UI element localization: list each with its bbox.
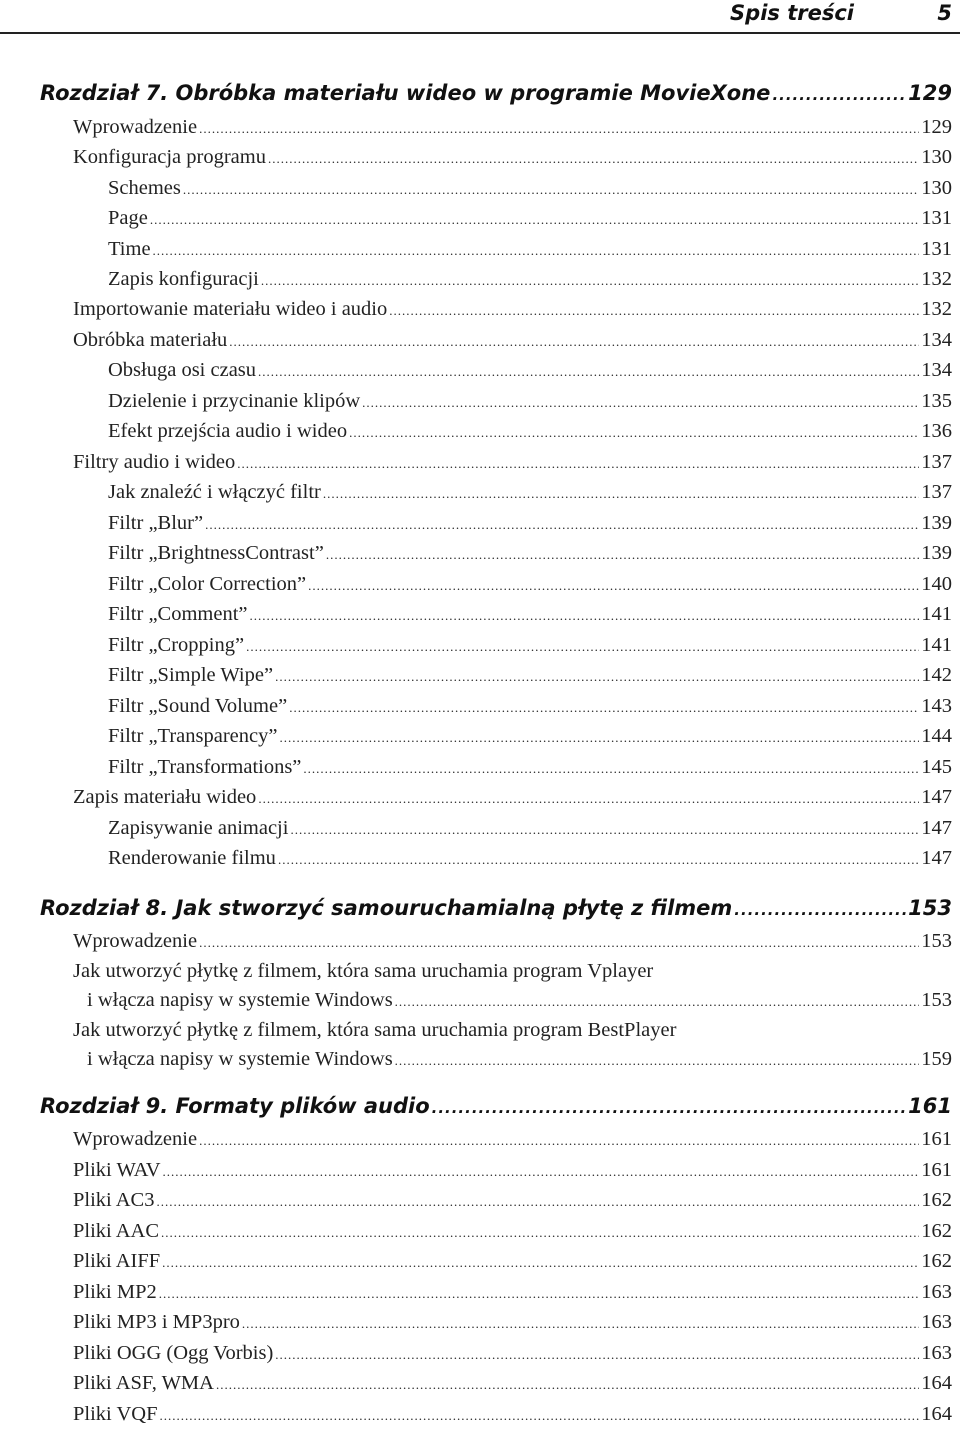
entry-page: 162	[921, 1220, 952, 1242]
entry-title: Zapisywanie animacji	[108, 817, 289, 839]
toc-entry[interactable]	[87, 1048, 952, 1071]
entry-page: 163	[921, 1281, 952, 1303]
toc-entry[interactable]	[108, 756, 952, 779]
entry-title: Filtry audio i wideo	[73, 451, 236, 473]
toc-entry[interactable]	[108, 268, 952, 291]
dot-leader	[216, 1377, 919, 1393]
entry-page: 130	[921, 146, 952, 168]
toc-entry[interactable]	[108, 847, 952, 870]
dot-leader	[268, 151, 919, 167]
running-header-title: Spis treści	[730, 1, 854, 25]
page-number: 5	[937, 1, 952, 25]
toc-chapter-8[interactable]	[40, 896, 952, 920]
toc-entry[interactable]	[73, 451, 952, 474]
entry-page: 147	[921, 817, 952, 839]
chapter-page: 153	[908, 896, 952, 920]
dot-leader	[308, 578, 919, 594]
entry-page: 137	[921, 481, 952, 503]
entry-page: 145	[921, 756, 952, 778]
entry-title: Pliki WAV	[73, 1159, 161, 1181]
entry-page: 162	[921, 1189, 952, 1211]
entry-title: Renderowanie filmu	[108, 847, 276, 869]
running-header	[0, 0, 960, 34]
entry-title: Filtr „Sound Volume”	[108, 695, 288, 717]
dot-leader	[395, 994, 920, 1010]
entry-title: Jak znaleźć i włączyć filtr	[108, 481, 321, 503]
dot-leader	[275, 669, 919, 685]
toc-entry[interactable]	[73, 1159, 952, 1182]
dot-leader	[237, 456, 919, 472]
entry-title: Obróbka materiału	[73, 329, 228, 351]
entry-page: 144	[921, 725, 952, 747]
chapter-title: Rozdział 9. Formaty plików audio	[40, 1094, 430, 1118]
dot-leader	[199, 1133, 919, 1149]
dot-leader	[275, 1347, 919, 1363]
entry-title: Filtr „Cropping”	[108, 634, 245, 656]
dot-leader	[279, 730, 919, 746]
entry-page: 147	[921, 847, 952, 869]
entry-title: Obsługa osi czasu	[108, 359, 257, 381]
toc-entry[interactable]	[108, 481, 952, 504]
toc-entry[interactable]	[108, 238, 952, 261]
entry-page: 141	[921, 603, 952, 625]
toc-entry[interactable]	[73, 1342, 952, 1365]
entry-page: 131	[921, 207, 952, 229]
dot-leader	[161, 1225, 919, 1241]
chapter-page: 161	[908, 1094, 952, 1118]
toc-entry[interactable]	[73, 786, 952, 809]
dot-leader	[323, 486, 919, 502]
dot-leader	[150, 212, 919, 228]
dot-leader	[199, 935, 919, 951]
entry-title: Wprowadzenie	[73, 930, 198, 952]
entry-title: i włącza napisy w systemie Windows	[87, 1048, 393, 1070]
entry-page: 139	[921, 542, 952, 564]
entry-title: Pliki AAC	[73, 1220, 160, 1242]
entry-page: 137	[921, 451, 952, 473]
entry-title: Wprowadzenie	[73, 1128, 198, 1150]
dot-leader	[389, 303, 919, 319]
entry-title: Schemes	[108, 177, 181, 199]
chapter-page: 129	[908, 81, 952, 105]
dot-leader	[162, 1255, 919, 1271]
toc-entry[interactable]	[73, 1128, 952, 1151]
toc-entry[interactable]	[108, 603, 952, 626]
dot-leader	[246, 639, 919, 655]
entry-page: 141	[921, 634, 952, 656]
dot-leader	[290, 822, 919, 838]
entry-page: 142	[921, 664, 952, 686]
chapter-title: Rozdział 8. Jak stworzyć samouruchamialną płytę z filmem	[40, 896, 733, 920]
entry-title: i włącza napisy w systemie Windows	[87, 989, 393, 1011]
toc-entry[interactable]	[108, 664, 952, 687]
header-rule	[0, 32, 960, 34]
toc-entry[interactable]	[73, 1281, 952, 1304]
toc-entry[interactable]	[108, 359, 952, 382]
entry-title: Dzielenie i przycinanie klipów	[108, 390, 361, 412]
toc-entry[interactable]	[73, 1403, 952, 1426]
dot-leader	[250, 608, 920, 624]
dot-leader	[432, 1099, 907, 1117]
dot-leader	[772, 86, 906, 104]
entry-title: Efekt przejścia audio i wideo	[108, 420, 348, 442]
entry-title: Filtr „Comment”	[108, 603, 248, 625]
toc-entry[interactable]	[108, 177, 952, 200]
toc-entry[interactable]	[73, 329, 952, 352]
entry-title: Zapis materiału wideo	[73, 786, 257, 808]
toc-entry[interactable]	[108, 390, 952, 413]
toc-entry[interactable]	[108, 695, 952, 718]
toc-entry[interactable]	[108, 817, 952, 840]
toc-entry-wrap-line[interactable]: Jak utworzyć płytkę z filmem, która sama uruchamia program Vplayer	[73, 960, 654, 982]
dot-leader	[326, 547, 919, 563]
dot-leader	[156, 1194, 919, 1210]
toc-entry[interactable]	[108, 207, 952, 230]
dot-leader	[159, 1286, 920, 1302]
entry-page: 153	[921, 989, 952, 1011]
entry-page: 132	[921, 268, 952, 290]
entry-page: 140	[921, 573, 952, 595]
dot-leader	[289, 700, 919, 716]
entry-page: 163	[921, 1342, 952, 1364]
dot-leader	[258, 791, 919, 807]
dot-leader	[258, 364, 919, 380]
entry-title: Filtr „Transformations”	[108, 756, 302, 778]
dot-leader	[278, 852, 919, 868]
entry-page: 161	[921, 1159, 952, 1181]
dot-leader	[242, 1316, 919, 1332]
dot-leader	[160, 1408, 920, 1424]
entry-title: Filtr „Blur”	[108, 512, 204, 534]
entry-page: 132	[921, 298, 952, 320]
entry-page: 164	[921, 1403, 952, 1425]
entry-title: Filtr „Transparency”	[108, 725, 278, 747]
toc-entry[interactable]	[73, 1372, 952, 1395]
toc-entry[interactable]	[73, 1189, 952, 1212]
toc-entry[interactable]	[108, 573, 952, 596]
dot-leader	[183, 182, 919, 198]
entry-page: 143	[921, 695, 952, 717]
toc-entry[interactable]	[73, 298, 952, 321]
entry-page: 164	[921, 1372, 952, 1394]
entry-title: Page	[108, 207, 148, 229]
toc-entry[interactable]	[73, 930, 952, 953]
toc-entry[interactable]	[73, 1311, 952, 1334]
toc-chapter-7[interactable]	[40, 81, 952, 105]
dot-leader	[199, 121, 919, 137]
toc-entry-wrap-line[interactable]: Jak utworzyć płytkę z filmem, która sama uruchamia program BestPlayer	[73, 1019, 677, 1041]
entry-title: Importowanie materiału wideo i audio	[73, 298, 388, 320]
entry-page: 134	[921, 359, 952, 381]
entry-title: Pliki AIFF	[73, 1250, 161, 1272]
entry-title: Filtr „Simple Wipe”	[108, 664, 274, 686]
entry-title: Filtr „Color Correction”	[108, 573, 307, 595]
toc-entry[interactable]	[108, 725, 952, 748]
entry-title: Pliki OGG (Ogg Vorbis)	[73, 1342, 274, 1364]
entry-title: Pliki AC3	[73, 1189, 155, 1211]
toc-entry[interactable]	[108, 634, 952, 657]
entry-page: 163	[921, 1311, 952, 1333]
toc-entry[interactable]	[108, 420, 952, 443]
dot-leader	[153, 243, 920, 259]
toc-chapter-9[interactable]	[40, 1094, 952, 1118]
entry-page: 135	[921, 390, 952, 412]
dot-leader	[261, 273, 919, 289]
entry-title: Time	[108, 238, 151, 260]
dot-leader	[205, 517, 919, 533]
entry-title: Zapis konfiguracji	[108, 268, 259, 290]
toc-entry[interactable]	[73, 1250, 952, 1273]
entry-page: 159	[921, 1048, 952, 1070]
entry-title: Wprowadzenie	[73, 116, 198, 138]
dot-leader	[734, 901, 906, 919]
dot-leader	[229, 334, 919, 350]
entry-page: 153	[921, 930, 952, 952]
entry-page: 131	[921, 238, 952, 260]
entry-title: Pliki MP3 i MP3pro	[73, 1311, 240, 1333]
entry-title: Pliki MP2	[73, 1281, 157, 1303]
dot-leader	[349, 425, 919, 441]
dot-leader	[163, 1164, 920, 1180]
toc-entry[interactable]	[73, 146, 952, 169]
dot-leader	[395, 1053, 920, 1069]
dot-leader	[362, 395, 919, 411]
entry-title: Konfiguracja programu	[73, 146, 266, 168]
toc-entry[interactable]	[108, 542, 952, 565]
entry-title: Pliki VQF	[73, 1403, 158, 1425]
entry-title: Filtr „BrightnessContrast”	[108, 542, 324, 564]
entry-page: 162	[921, 1250, 952, 1272]
entry-page: 139	[921, 512, 952, 534]
toc-entry[interactable]	[108, 512, 952, 535]
toc-entry[interactable]	[73, 116, 952, 139]
chapter-title: Rozdział 7. Obróbka materiału wideo w programie MovieXone	[40, 81, 771, 105]
entry-page: 161	[921, 1128, 952, 1150]
entry-page: 130	[921, 177, 952, 199]
dot-leader	[303, 761, 919, 777]
entry-page: 129	[921, 116, 952, 138]
toc-entry[interactable]	[87, 989, 952, 1012]
toc-entry[interactable]	[73, 1220, 952, 1243]
entry-title: Pliki ASF, WMA	[73, 1372, 214, 1394]
entry-page: 147	[921, 786, 952, 808]
entry-page: 136	[921, 420, 952, 442]
entry-page: 134	[921, 329, 952, 351]
